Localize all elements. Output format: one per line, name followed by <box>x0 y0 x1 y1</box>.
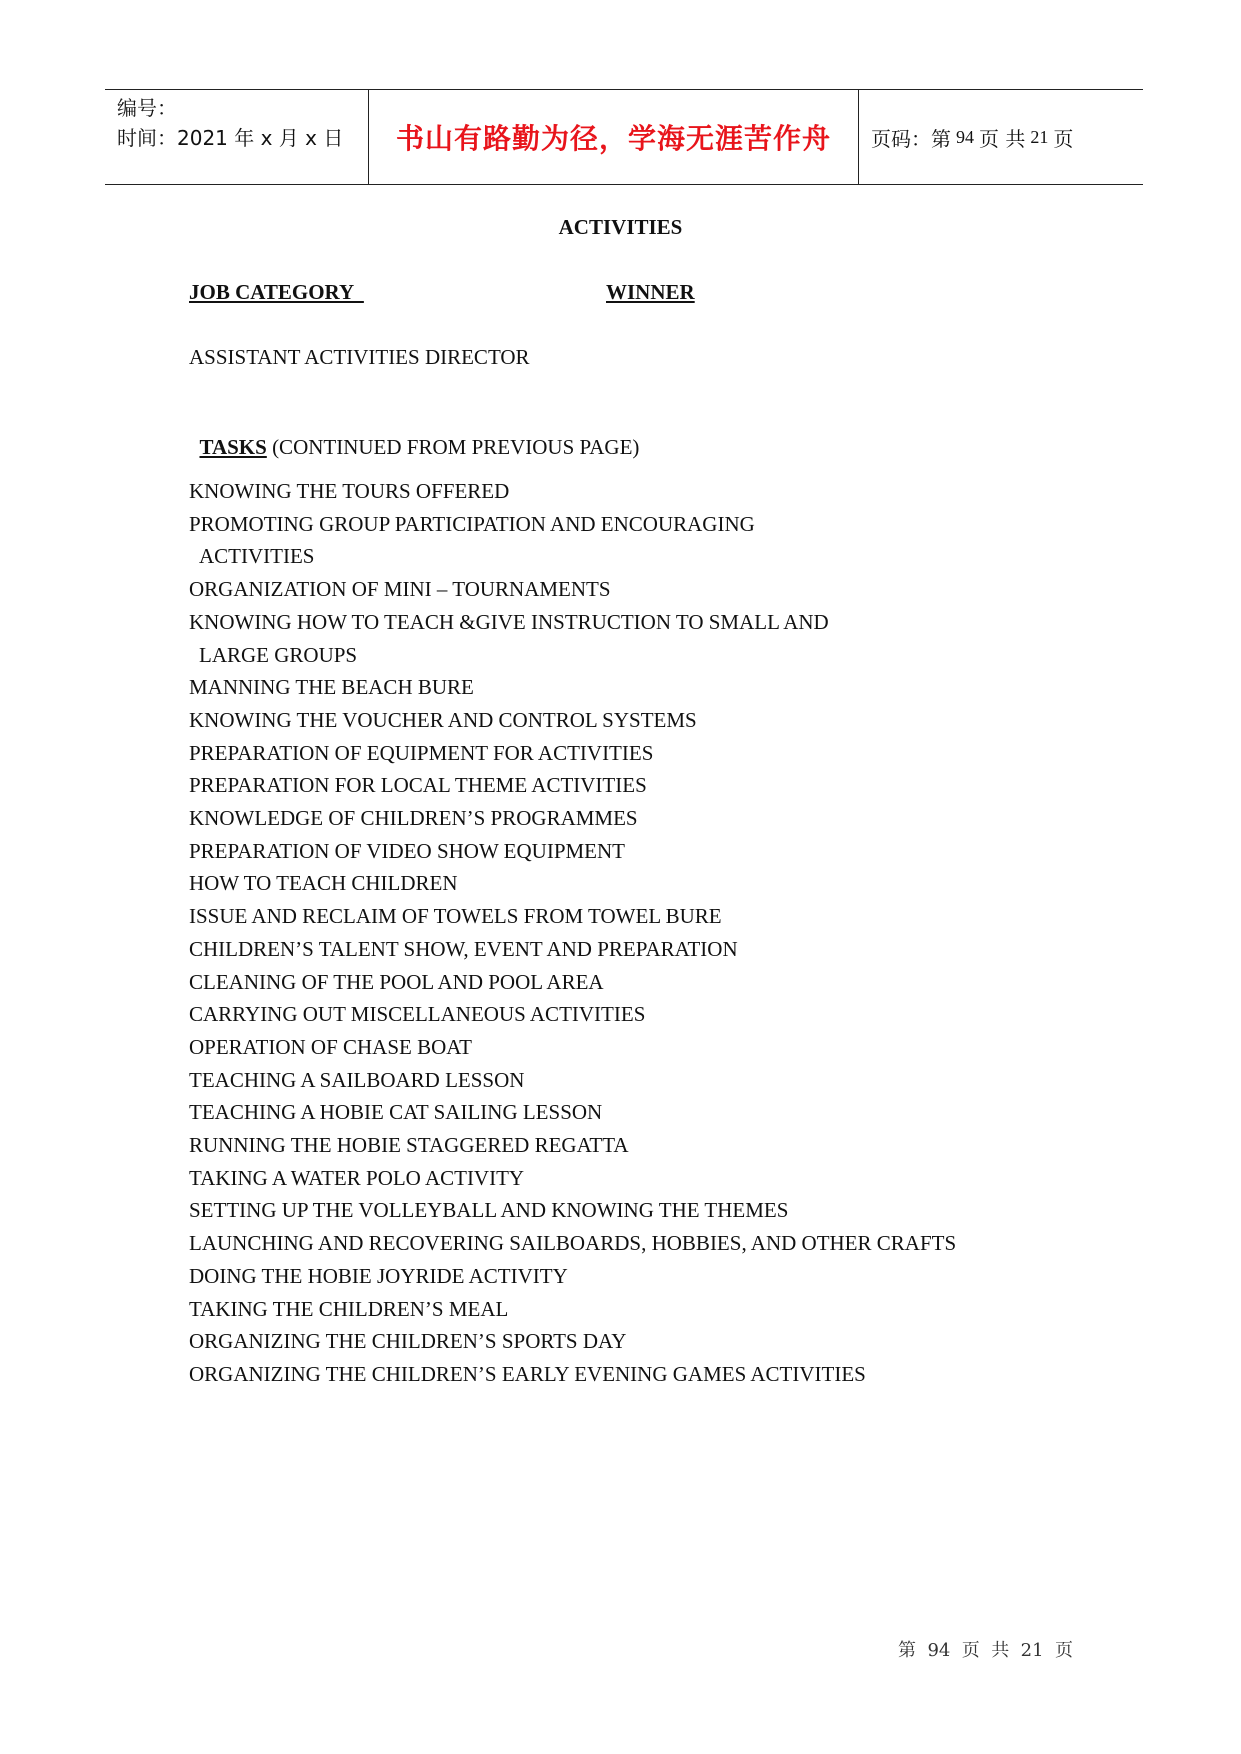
task-item: TAKING THE CHILDREN’S MEAL <box>189 1296 509 1321</box>
header-page-cell <box>859 90 1143 184</box>
page-footer: 第 94 页 共 21 页 <box>898 1640 1074 1661</box>
winner-heading: WINNER <box>606 280 695 304</box>
header-page-total: 21 <box>1030 126 1049 147</box>
page-title: ACTIVITIES <box>558 215 683 239</box>
job-title: ASSISTANT ACTIVITIES DIRECTOR <box>189 345 530 369</box>
task-item: PREPARATION FOR LOCAL THEME ACTIVITIES <box>189 773 647 798</box>
task-item: HOW TO TEACH CHILDREN <box>189 871 458 896</box>
task-item: ORGANIZING THE CHILDREN’S SPORTS DAY <box>189 1329 627 1354</box>
task-item: ORGANIZING THE CHILDREN’S EARLY EVENING GAMES ACTIVITIES <box>189 1361 866 1386</box>
header-page-suffix: 页 <box>1053 126 1074 151</box>
header-page-prefix: 页码：第 <box>871 126 951 151</box>
header-meta-cell <box>105 90 369 184</box>
header-motto-cell <box>369 90 859 184</box>
task-item: TAKING A WATER POLO ACTIVITY <box>189 1165 525 1190</box>
header-table <box>105 89 1143 185</box>
task-item: CARRYING OUT MISCELLANEOUS ACTIVITIES <box>189 1002 646 1027</box>
task-item: KNOWING HOW TO TEACH &GIVE INSTRUCTION TO SMALL AND <box>189 609 829 634</box>
header-number-label: 编号： <box>117 96 177 120</box>
task-item-continuation: LARGE GROUPS <box>199 642 358 667</box>
task-item-continuation: ACTIVITIES <box>199 544 315 569</box>
task-item: PROMOTING GROUP PARTICIPATION AND ENCOURAGING <box>189 511 755 536</box>
tasks-label: TASKS <box>199 435 267 459</box>
task-item: CHILDREN’S TALENT SHOW, EVENT AND PREPARATION <box>189 936 738 961</box>
task-item: SETTING UP THE VOLLEYBALL AND KNOWING THE THEMES <box>189 1198 789 1223</box>
task-item: RUNNING THE HOBIE STAGGERED REGATTA <box>189 1133 629 1158</box>
task-item: TEACHING A HOBIE CAT SAILING LESSON <box>189 1100 603 1125</box>
task-item: ORGANIZATION OF MINI – TOURNAMENTS <box>189 577 611 602</box>
task-item: OPERATION OF CHASE BOAT <box>189 1034 472 1059</box>
task-item: CLEANING OF THE POOL AND POOL AREA <box>189 969 604 994</box>
task-list <box>189 475 956 1391</box>
task-item: LAUNCHING AND RECOVERING SAILBOARDS, HOBBIES, AND OTHER CRAFTS <box>189 1231 957 1256</box>
job-category-heading: JOB CATEGORY <box>189 280 364 304</box>
task-item: MANNING THE BEACH BURE <box>189 675 474 700</box>
task-item: KNOWING THE TOURS OFFERED <box>189 479 510 503</box>
task-item: TEACHING A SAILBOARD LESSON <box>189 1067 525 1092</box>
task-item: KNOWLEDGE OF CHILDREN’S PROGRAMMES <box>189 806 638 831</box>
tasks-heading <box>189 410 639 460</box>
task-item: PREPARATION OF VIDEO SHOW EQUIPMENT <box>189 838 625 863</box>
header-time-label: 时间：2021 年 x 月 x 日 <box>117 126 344 150</box>
task-item: PREPARATION OF EQUIPMENT FOR ACTIVITIES <box>189 740 654 765</box>
header-page-mid: 页 共 <box>979 126 1026 151</box>
task-item: DOING THE HOBIE JOYRIDE ACTIVITY <box>189 1263 568 1288</box>
header-motto: 书山有路勤为径，学海无涯苦作舟 <box>395 122 831 155</box>
task-item: KNOWING THE VOUCHER AND CONTROL SYSTEMS <box>189 707 697 732</box>
tasks-note: (CONTINUED FROM PREVIOUS PAGE) <box>266 435 640 459</box>
task-item: ISSUE AND RECLAIM OF TOWELS FROM TOWEL BURE <box>189 904 722 929</box>
header-page-number: 94 <box>956 126 974 147</box>
